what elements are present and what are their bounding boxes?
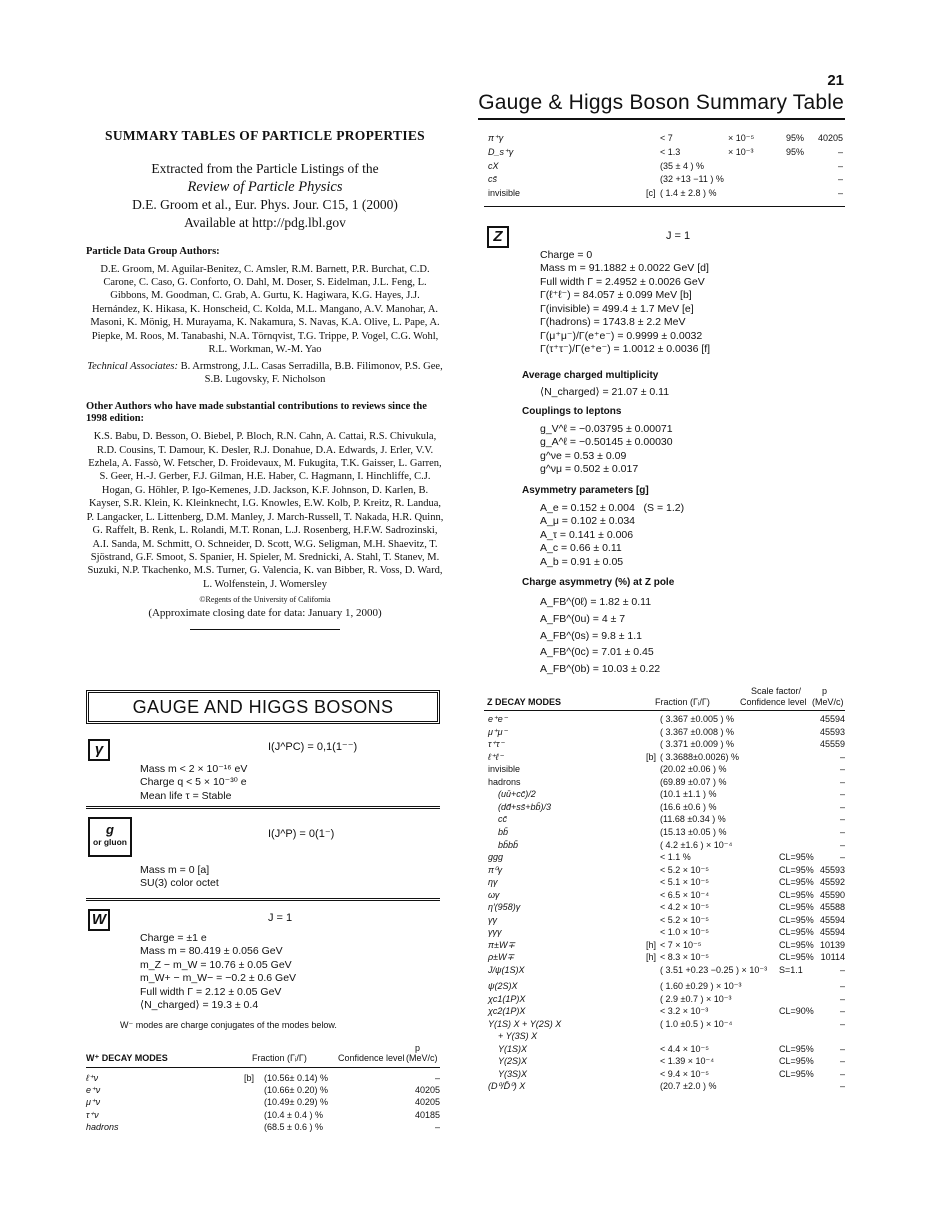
summary-title: SUMMARY TABLES OF PARTICLE PROPERTIES [105,128,425,143]
decay-mode: χc1(1P)X [488,993,526,1004]
w-prop: Mass m = 80.419 ± 0.056 GeV [140,945,283,958]
decay-scale: × 10⁻³ [728,146,754,157]
decay-note: [h] [646,952,657,963]
decay-mode: hadrons [86,1121,119,1132]
decay-cl: CL=95% [779,1068,814,1079]
decay-mode: μ⁺μ⁻ [488,726,508,737]
gluon-symbol [88,817,132,857]
gluon-prop: SU(3) color octet [140,877,219,890]
decay-cl: CL=90% [779,1006,814,1017]
gluon-alt: or gluon [93,837,127,847]
decay-momentum: – [839,1018,845,1029]
extracted-line: Extracted from the Particle Listings of the [151,160,379,176]
charge-asym: A_FB^(0ℓ) = 1.82 ± 0.11 [540,596,652,608]
z-prop: Γ(invisible) = 499.4 ± 1.7 MeV [e] [540,302,694,315]
asym-heading: Asymmetry parameters [g] [522,485,649,496]
decay-momentum: – [839,751,845,762]
decay-fraction: (15.13 ±0.05 ) % [660,826,727,837]
decay-mode: cc̄ [498,814,507,825]
pdg-authors: D.E. Groom, M. Aguilar-Benitez, C. Amsler, R.M. Barnett, P.R. Burchat, C.D. Carone, C. Caso, G. Conforto, O. Dahl, M. Doser, S. Eidelman, J.L. Feng, L. Gibbons, M. Goodman, C. Grab, A. Gurtu, K. Hagiwara, K.G. Hayes, J.J. Hernández, K. Hikasa, K. Honscheid, C. Kolda, M.L. Mangano, A.V. Manohar, A. Masoni, K. Mönig, H. Murayama, K. Nakamura, S. Navas, K.A. Olive, L. Pape, A. Piepke, M. Roos, M. Tanabashi, N.A. Törnqvist, T.G. Trippe, P. Vogel, C.G. Wohl, R.L. Workman, W.-M. Yao [90,263,440,356]
z-prop: Γ(τ⁺τ⁻)/Γ(e⁺e⁻) = 1.0012 ± 0.0036 [f] [540,343,711,356]
photon-prop: Charge q < 5 × 10⁻³⁰ e [140,776,247,789]
w-prop: Full width Γ = 2.12 ± 0.05 GeV [140,985,282,998]
avg-mult-value: ⟨N_charged⟩ = 21.07 ± 0.11 [540,386,670,398]
decay-mode: π⁺γ [488,133,504,143]
decay-fraction: ( 1.60 ±0.29 ) × 10⁻³ [660,981,742,991]
decay-momentum: – [837,188,843,199]
decay-momentum: 40205 [414,1085,440,1096]
decay-fraction: ( 3.51 +0.23 −0.25 ) × 10⁻³ [660,965,768,975]
decay-fraction: < 4.4 × 10⁻⁵ [660,1043,710,1054]
decay-mode: τ⁺τ⁻ [488,739,505,750]
z-prop: Γ(ℓ⁺ℓ⁻) = 84.057 ± 0.099 MeV [b] [540,289,692,302]
decay-momentum: – [839,776,845,787]
copyright: ©Regents of the University of California [199,595,331,605]
closing-date: (Approximate closing date for data: January 1, 2000) [148,607,382,620]
decay-fraction: (10.56± 0.14) % [264,1073,328,1083]
z-prop: Full width Γ = 2.4952 ± 0.0026 GeV [540,275,705,288]
w-conf-head: Confidence level [338,1053,405,1063]
tech-names: B. Armstrong, J.L. Casas Serradilla, B.B. Filimonov, P.S. Gee, S.B. Lugovsky, F. Nicholson [180,360,443,386]
decay-fraction: < 9.4 × 10⁻⁵ [660,1068,710,1079]
decay-momentum: – [839,852,845,863]
coupling: g^νμ = 0.502 ± 0.017 [540,463,639,476]
decay-fraction: ( 2.9 ±0.7 ) × 10⁻³ [660,993,732,1004]
decay-cl: 95% [786,133,805,143]
decay-momentum: – [839,826,845,837]
table-rule [484,710,845,711]
decay-fraction: (20.7 ±2.0 ) % [660,1081,717,1092]
decay-momentum: – [837,174,843,185]
gauge-heading: GAUGE AND HIGGS BOSONS [132,697,394,717]
decay-fraction: < 5.2 × 10⁻⁵ [660,864,710,875]
decay-momentum: 40205 [414,1097,440,1108]
decay-momentum: – [434,1073,440,1083]
decay-momentum: – [839,965,845,975]
asym-param: A_μ = 0.102 ± 0.034 [540,515,636,528]
decay-mode: e⁺ν [86,1085,101,1096]
z-scale-head: Scale factor/ [751,686,802,696]
decay-cl: CL=95% [779,852,814,863]
decay-momentum: 40185 [414,1109,440,1120]
decay-cl: CL=95% [779,1043,814,1054]
decay-momentum: – [839,801,845,812]
decay-fraction: < 5.2 × 10⁻⁵ [660,914,710,925]
decay-momentum: 10139 [819,939,845,950]
charge-asym: A_FB^(0c) = 7.01 ± 0.45 [540,646,654,659]
decay-mode: cs̄ [488,174,497,185]
decay-fraction: (10.66± 0.20) % [264,1085,328,1096]
table-rule [484,206,845,207]
decay-momentum: – [839,1068,845,1079]
w-conj-note: W⁻ modes are charge conjugates of the modes below. [120,1020,337,1030]
decay-fraction: (16.6 ±0.6 ) % [660,801,717,812]
decay-mode: ρ±W∓ [488,952,515,963]
decay-mode: ℓ⁺ℓ⁻ [488,751,504,762]
charge-asym-heading: Charge asymmetry (%) at Z pole [522,577,675,588]
decay-cl: CL=95% [779,1056,814,1067]
gluon-letter: g [106,822,114,837]
decay-fraction: < 7 [660,133,673,143]
technical-associates [86,360,444,387]
decay-momentum: – [839,981,845,991]
decay-momentum: – [839,1081,845,1092]
couplings-heading: Couplings to leptons [522,406,622,417]
decay-momentum: – [837,160,843,171]
decay-mode: (D⁰/D̄⁰) X [488,1081,526,1092]
decay-mode: Υ(2S)X [498,1056,528,1067]
photon-quantum: I(J^PC) = 0,1(1⁻⁻) [268,741,358,753]
photon-properties [140,763,247,803]
gluon-properties [140,864,219,891]
decay-momentum: 45588 [819,902,845,913]
asym-list [540,502,684,569]
decay-fraction: < 1.0 × 10⁻⁵ [660,927,710,938]
decay-mode: hadrons [488,776,521,787]
decay-mode: Υ(1S) X + Υ(2S) X [488,1018,562,1029]
avg-mult-heading: Average charged multiplicity [522,370,659,381]
asym-param: A_b = 0.91 ± 0.05 [540,555,624,568]
charge-asym: A_FB^(0u) = 4 ± 7 [540,612,626,625]
decay-momentum: 45594 [819,714,845,724]
decay-momentum: 10114 [820,952,845,963]
decay-mode: (uū+cc̄)/2 [498,789,536,800]
decay-momentum: – [839,764,845,775]
z-quantum: J = 1 [666,230,691,242]
decay-fraction: < 7 × 10⁻⁵ [660,939,702,950]
decay-cl: CL=95% [779,952,814,963]
asym-param: A_e = 0.152 ± 0.004 (S = 1.2) [540,502,685,514]
table-rule [86,1067,440,1068]
decay-fraction: < 3.2 × 10⁻³ [660,1006,709,1017]
section-rule [86,898,440,901]
z-prop: Γ(μ⁺μ⁻)/Γ(e⁺e⁻) = 0.9999 ± 0.0032 [540,329,703,342]
decay-momentum: – [839,789,845,800]
gluon-quantum: I(J^P) = 0(1⁻) [268,828,335,840]
front-matter [86,128,444,630]
asym-param: A_τ = 0.141 ± 0.006 [540,528,634,541]
decay-fraction: < 1.1 % [660,852,691,863]
decay-fraction: (69.89 ±0.07 ) % [660,776,727,787]
w-prop: ⟨N_charged⟩ = 19.3 ± 0.4 [140,999,259,1012]
w-fraction-head: Fraction (Γᵢ/Γ) [252,1053,307,1063]
decay-mode: invisible [488,188,521,199]
gauge-heading-box [86,690,440,724]
decay-mode: ℓ⁺ν [86,1073,99,1083]
decay-momentum: – [839,839,845,850]
z-p-unit: (MeV/c) [812,697,844,707]
photon-prop: Mean life τ = Stable [140,789,232,802]
z-fraction-head: Fraction (Γᵢ/Γ) [655,697,710,707]
header-rule [478,118,845,120]
page-title: Gauge & Higgs Boson Summary Table [478,91,844,114]
charge-asym: A_FB^(0b) = 10.03 ± 0.22 [540,663,661,676]
decay-scale: × 10⁻⁵ [728,133,755,143]
decay-note: [b] [244,1073,255,1083]
decay-mode: η′(958)γ [488,902,521,913]
decay-mode: J/ψ(1S)X [488,965,525,975]
decay-fraction: < 6.5 × 10⁻⁴ [660,889,710,900]
couplings-list [540,423,673,477]
decay-cl: S=1.1 [779,965,803,975]
decay-mode: (dd̄+ss̄+bb̄)/3 [498,801,552,812]
decay-mode: τ⁺ν [86,1109,99,1120]
decay-mode: π⁰γ [488,864,503,875]
z-p-head: p [822,686,828,696]
decay-mode: ggg [488,852,504,863]
divider [190,629,340,630]
coupling: g_V^ℓ = −0.03795 ± 0.00071 [540,423,673,435]
decay-fraction: (10.4 ± 0.4 ) % [264,1109,323,1120]
decay-fraction: ( 3.371 ±0.009 ) % [660,739,734,750]
section-rule [86,806,440,809]
decay-cl: CL=95% [779,939,814,950]
decay-mode: bb̄bb̄ [498,839,519,850]
decay-momentum: 45594 [819,914,845,925]
decay-momentum: 45593 [819,726,845,737]
decay-mode: Υ(1S)X [498,1043,528,1054]
decay-cl: CL=95% [779,902,814,913]
decay-fraction: ( 3.3688±0.0026) % [660,751,739,762]
availability: Available at http://pdg.lbl.gov [184,214,346,230]
w-p-unit: (MeV/c) [406,1053,438,1063]
citation: D.E. Groom et al., Eur. Phys. Jour. C15, 1 (2000) [132,196,398,212]
decay-momentum: 45559 [819,739,845,750]
review-title: Review of Particle Physics [187,178,343,195]
decay-mode: π±W∓ [488,939,516,950]
w-p-head: p [415,1043,421,1053]
decay-cl: CL=95% [779,864,814,875]
z-properties [540,249,710,357]
decay-mode: ωγ [488,889,500,900]
decay-momentum: 45590 [819,889,845,900]
decay-cl: CL=95% [779,914,814,925]
decay-momentum: – [839,993,845,1004]
decay-fraction: ( 3.367 ±0.005 ) % [660,714,734,724]
decay-momentum: – [839,1043,845,1054]
decay-momentum: 45593 [819,864,845,875]
page-number: 21 [827,72,844,89]
decay-fraction: ( 3.367 ±0.008 ) % [660,726,734,737]
decay-fraction: ( 4.2 ±1.6 ) × 10⁻⁴ [660,839,733,850]
decay-momentum: – [837,146,843,157]
decay-fraction: (32 +13 −11 ) % [660,174,724,185]
decay-fraction: < 8.3 × 10⁻⁵ [660,952,710,963]
other-authors: K.S. Babu, D. Besson, O. Biebel, P. Bloch, R.N. Cahn, A. Cattai, R.S. Chivukula, R.D. Cousins, T. Damour, K. Desler, R.J. Donahue, D.A. Edwards, J. Erler, V.V. Ezhela, A. Fassò, W. Fetscher, D. Froidevaux, M. Fukugita, T.K. Gaisser, L. Garren, S. Geer, H.-J. Gerber, F.J. Gilman, H.E. Haber, C. Hagmann, I. Hinchliffe, C.J. Hogan, G. Höhler, P. Igo-Kemenes, J.D. Jackson, K.F. Johnson, D. Karlen, B. Kayser, S.R. Klein, K. Kleinknecht, I.G. Knowles, E.W. Kolb, P. Kreitz, R. Landua, P. Langacker, L. Littenberg, D.M. Manley, J. March-Russell, T. Nakada, H.R. Quinn, G. Raffelt, B. Renk, L. Rolandi, M.T. Ronan, L.J. Rosenberg, H.F.W. Sadrozinski, A.I. Sanda, M. Schmitt, O. Schneider, D. Scott, W.G. Seligman, M.H. Shaevitz, T. Sjöstrand, G.F. Smoot, S. Spanier, H. Spieler, M. Srednicki, A. Stahl, T. Stanev, M. Suzuki, N.P. Tkachenko, M.S. Turner, G. Valencia, K. van Bibber, R. Voss, D. Ward, L. Wolfenstein, J. Womersley [86,431,444,590]
decay-mode: e⁺e⁻ [488,714,508,724]
decay-mode: Υ(3S)X [498,1068,528,1079]
decay-mode: invisible [488,764,521,775]
decay-cl: CL=95% [779,927,814,938]
decay-mode: cX [488,160,499,171]
decay-fraction: < 1.39 × 10⁻⁴ [660,1056,715,1067]
other-authors-heading: Other Authors who have made substantial contributions to reviews since the 1998 edition: [86,400,427,425]
w-modes-head: W⁺ DECAY MODES [86,1053,168,1063]
asym-param: A_c = 0.66 ± 0.11 [540,542,622,555]
decay-momentum: 40205 [817,133,843,143]
photon-symbol: γ [88,739,110,761]
decay-mode: γγ [488,914,497,925]
decay-fraction: < 4.2 × 10⁻⁵ [660,902,710,913]
decay-mode: γγγ [488,927,502,938]
decay-fraction: (10.1 ±1.1 ) % [660,789,717,800]
w-quantum: J = 1 [268,912,293,924]
charge-asym: A_FB^(0s) = 9.8 ± 1.1 [540,629,643,642]
decay-fraction: (11.68 ±0.34 ) % [660,814,726,825]
decay-mode: D_s⁺γ [488,146,514,157]
decay-note: [h] [646,939,657,950]
z-conf-head: Confidence level [740,697,807,707]
z-symbol: Z [487,226,509,248]
decay-fraction: < 5.1 × 10⁻⁵ [660,877,710,888]
decay-note: [b] [646,751,657,762]
w-prop: m_W+ − m_W− = −0.2 ± 0.6 GeV [140,972,297,985]
decay-mode: bb̄ [498,826,509,837]
decay-note: [c] [646,188,656,199]
decay-momentum: – [839,1006,845,1017]
decay-mode: χc2(1P)X [488,1006,526,1017]
decay-fraction: < 1.3 [660,146,681,157]
w-properties [140,932,296,1013]
decay-momentum: 45594 [819,927,845,938]
decay-fraction: (68.5 ± 0.6 ) % [264,1121,323,1132]
decay-cl: CL=95% [779,889,814,900]
decay-fraction: ( 1.0 ±0.5 ) × 10⁻⁴ [660,1018,733,1029]
z-prop: Mass m = 91.1882 ± 0.0022 GeV [d] [540,262,709,275]
decay-momentum: – [839,814,845,825]
coupling: g_A^ℓ = −0.50145 ± 0.00030 [540,436,673,449]
z-prop: Γ(hadrons) = 1743.8 ± 2.2 MeV [540,316,686,329]
decay-mode: ηγ [488,877,498,888]
decay-momentum: – [434,1121,440,1132]
decay-mode: μ⁺ν [86,1097,101,1108]
decay-fraction: ( 1.4 ± 2.8 ) % [660,188,717,199]
decay-momentum: 45592 [819,877,845,888]
decay-fraction: (35 ± 4 ) % [660,160,704,171]
tech-label: Technical Associates: [87,360,178,372]
z-modes-head: Z DECAY MODES [487,697,562,707]
decay-cl: CL=95% [779,877,814,888]
w-prop: m_Z − m_W = 10.76 ± 0.05 GeV [140,958,292,971]
coupling: g^νe = 0.53 ± 0.09 [540,449,627,462]
pdg-authors-heading: Particle Data Group Authors: [86,246,220,258]
decay-momentum: – [839,1056,845,1067]
decay-fraction: (20.02 ±0.06 ) % [660,764,727,775]
decay-mode: ψ(2S)X [488,981,518,991]
decay-fraction: (10.49± 0.29) % [264,1097,328,1108]
w-prop: Charge = ±1 e [140,932,207,944]
gluon-prop: Mass m = 0 [a] [140,864,210,876]
decay-cl: 95% [786,146,805,157]
decay-mode: + Υ(3S) X [498,1031,538,1042]
photon-prop: Mass m < 2 × 10⁻¹⁶ eV [140,763,248,775]
z-prop: Charge = 0 [540,249,593,261]
w-symbol: W [88,909,110,931]
charge-asym-list [540,594,660,678]
